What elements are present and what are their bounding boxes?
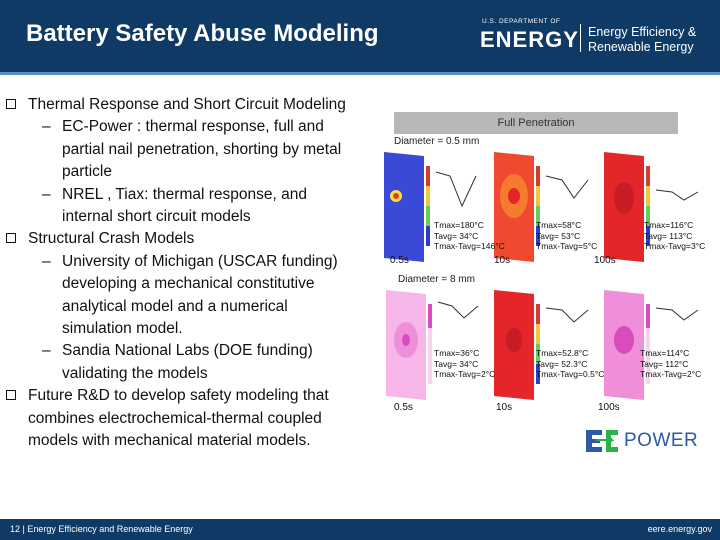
tdiff: Tmax-Tavg=146°C <box>434 241 505 251</box>
logo-eere-line1: Energy Efficiency & <box>588 25 697 39</box>
bullet-structural-crash <box>6 228 350 250</box>
subbullet-ec-power <box>6 116 350 183</box>
tdiff: Tmax-Tavg=3°C <box>644 241 706 251</box>
ec-power-logo <box>582 426 704 456</box>
time-row1-t2: 10s <box>494 255 511 266</box>
slide-title: Battery Safety Abuse Modeling <box>26 20 379 47</box>
bullet-text: Future R&D to develop safety modeling that combines electrochemical-thermal coupled models with mechanical material models. <box>28 387 329 450</box>
stats-row2-t3 <box>640 348 701 380</box>
diameter-label-row1: Diameter = 0.5 mm <box>394 136 480 147</box>
tavg: Tavg= 112°C <box>640 358 689 369</box>
logo-eere-line2: Renewable Energy <box>588 40 694 54</box>
bullet-list <box>6 94 350 453</box>
ec-power-mark-icon <box>582 426 622 456</box>
subbullet-text: Sandia National Labs (DOE funding) validating the models <box>62 342 313 382</box>
doe-eere-logo <box>480 18 712 58</box>
time-row2-t1: 0.5s <box>394 402 413 413</box>
thermal-map-row2-t3 <box>600 284 704 402</box>
diameter-label-row2: Diameter = 8 mm <box>398 274 475 285</box>
footer-page-label: 12 | Energy Efficiency and Renewable Energy <box>10 524 193 534</box>
bullet-thermal-response <box>6 94 350 116</box>
stats-row2-t1 <box>434 348 495 380</box>
logo-small-text: U.S. DEPARTMENT OF <box>482 18 561 25</box>
footer-url: eere.energy.gov <box>647 524 712 534</box>
checkbox-bullet-icon <box>6 390 16 400</box>
thermal-map-row2-t1 <box>380 284 484 402</box>
tdiff: Tmax-Tavg=0.5°C <box>536 369 605 379</box>
subbullet-text: University of Michigan (USCAR funding) developing a mechanical constitutive analytical model and a numerical simulation model. <box>62 252 338 338</box>
stats-row1-t2 <box>536 220 597 252</box>
tmax: Tmax=52.8°C <box>536 348 589 358</box>
bullet-text: Structural Crash Models <box>28 230 195 248</box>
tmax: Tmax=180°C <box>434 220 484 230</box>
dash-icon: – <box>42 252 51 270</box>
bullet-future-rd <box>6 385 350 452</box>
tavg: Tavg= 34°C <box>434 358 479 369</box>
tavg: Tavg= 52.3°C <box>536 358 588 369</box>
subbullet-nrel <box>6 184 350 229</box>
tavg: Tavg= 34°C <box>434 230 479 241</box>
logo-eere-text <box>588 25 696 55</box>
bullet-text: Thermal Response and Short Circuit Modeling <box>28 96 346 113</box>
time-row1-t1: 0.5s <box>390 255 409 266</box>
dash-icon: – <box>42 342 51 360</box>
subbullet-text: EC-Power : thermal response, full and partial nail penetration, shorting by metal particle <box>62 118 342 181</box>
time-row2-t2: 10s <box>496 402 513 413</box>
ec-power-text: POWER <box>624 430 699 451</box>
tdiff: Tmax-Tavg=2°C <box>434 369 496 379</box>
time-row2-t3: 100s <box>598 402 620 413</box>
tmax: Tmax=58°C <box>536 220 582 230</box>
thermal-map-row2-t2 <box>490 284 594 402</box>
time-row1-t3: 100s <box>594 255 616 266</box>
header-bar <box>0 0 720 72</box>
header-rule <box>0 72 720 75</box>
tmax: Tmax=116°C <box>644 220 694 230</box>
subbullet-text: NREL , Tiax: thermal response, and internal short circuit models <box>62 185 307 226</box>
stats-row1-t1 <box>434 220 505 252</box>
stats-row1-t3 <box>644 220 705 252</box>
full-penetration-header: Full Penetration <box>394 112 678 134</box>
stats-row2-t2 <box>536 348 604 380</box>
subbullet-umich <box>6 251 350 341</box>
simulation-figure <box>378 110 714 416</box>
tavg: Tavg= 53°C <box>536 230 581 241</box>
tavg: Tavg= 113°C <box>644 230 693 241</box>
tdiff: Tmax-Tavg=5°C <box>536 241 598 251</box>
subbullet-sandia <box>6 340 350 385</box>
checkbox-bullet-icon <box>6 233 16 243</box>
tdiff: Tmax-Tavg=2°C <box>640 369 702 379</box>
dash-icon: – <box>42 118 51 136</box>
checkbox-bullet-icon <box>6 99 16 109</box>
tmax: Tmax=36°C <box>434 348 480 358</box>
logo-divider <box>580 24 581 52</box>
footer-bar <box>0 519 720 540</box>
tmax: Tmax=114°C <box>640 348 690 358</box>
dash-icon: – <box>42 185 51 203</box>
logo-energy-text: ENERGY <box>480 27 579 52</box>
